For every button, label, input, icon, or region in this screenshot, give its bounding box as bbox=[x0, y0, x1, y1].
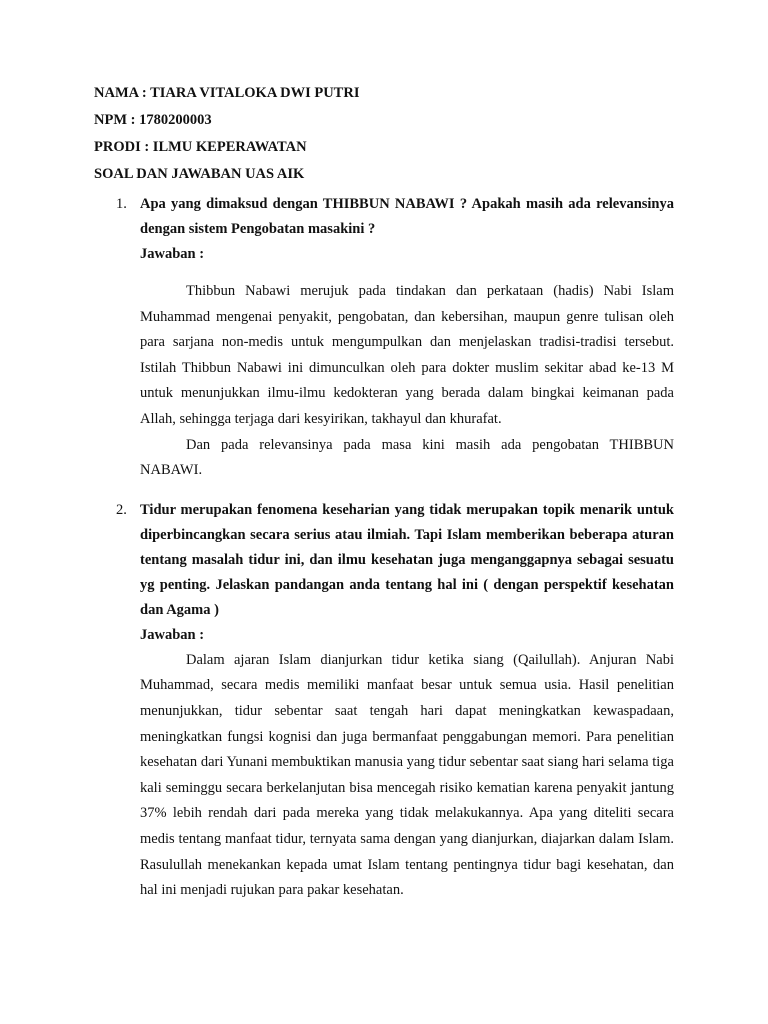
answer-paragraph: Thibbun Nabawi merujuk pada tindakan dan perkataan (hadis) Nabi Islam Muhammad mengenai penyakit, pengobatan, dan kebersihan, maupun genre tulisan oleh para sarjana non-medis untuk mengumpulkan dan menjelaskan tradisi-tradisi tersebut. Istilah Thibbun Nabawi ini dimunculkan oleh para dokter muslim sekitar abad ke-13 M untuk menunjukkan ilmu-ilmu kedokteran yang berada dalam bingkai keimanan pada Allah, sehingga terjaga dari kesyirikan, takhayul dan khurafat. bbox=[140, 283, 674, 427]
exam-title: SOAL DAN JAWABAN UAS AIK bbox=[94, 166, 305, 182]
question-number: 2. bbox=[116, 501, 127, 518]
answer-label: Jawaban : bbox=[140, 246, 205, 262]
question-item-1 bbox=[116, 192, 674, 484]
spacer bbox=[140, 267, 674, 279]
question-number: 1. bbox=[116, 196, 127, 212]
student-prodi: PRODI : ILMU KEPERAWATAN bbox=[94, 139, 307, 155]
question-text: Apa yang dimaksud dengan THIBBUN NABAWI ? Apakah masih ada relevansinya dengan sistem Pengobatan masakini ? bbox=[140, 196, 674, 237]
answer-paragraph: Dalam ajaran Islam dianjurkan tidur ketika siang (Qailullah). Anjuran Nabi Muhammad, secara medis memiliki manfaat besar untuk semua usia. Hasil penelitian menunjukkan, tidur sebentar saat tengah hari dapat meningkatkan kewaspadaan, meningkatkan fungsi kognisi dan juga bermanfaat penggabungan memori. Para penelitian kesehatan dari Yunani membuktikan manusia yang tidur sebentar saat siang hari selama tiga kali seminggu secara berkelanjutan bisa mencegah risiko kematian karena penyakit jantung 37% lebih rendah dari pada mereka yang tidak melakukannya. Apa yang diteliti secara medis tentang manfaat tidur, ternyata sama dengan yang dianjurkan, diajarkan dalam Islam. Rasulullah menekankan kepada umat Islam tentang pentingnya tidur bagi kesehatan, dan hal ini menjadi rujukan para pakar kesehatan. bbox=[140, 651, 674, 899]
question-text: Tidur merupakan fenomena keseharian yang tidak merupakan topik menarik untuk diperbincangkan secara serius atau ilmiah. Tapi Islam memberikan beberapa aturan tentang masalah tidur ini, dan ilmu kesehatan juga menganggapnya sebagai sesuatu yg penting. Jelaskan pandangan anda tentang hal ini ( dengan perspektif kesehatan dan Agama ) bbox=[140, 501, 674, 618]
student-name: NAMA : TIARA VITALOKA DWI PUTRI bbox=[94, 85, 360, 101]
answer-body bbox=[140, 279, 674, 484]
spacer bbox=[94, 484, 674, 498]
answer-body bbox=[140, 648, 674, 904]
question-item-2 bbox=[116, 498, 674, 904]
answer-label: Jawaban : bbox=[140, 626, 205, 643]
answer-paragraph: Dan pada relevansinya pada masa kini masih ada pengobatan THIBBUN NABAWI. bbox=[140, 436, 674, 479]
student-npm: NPM : 1780200003 bbox=[94, 112, 212, 128]
